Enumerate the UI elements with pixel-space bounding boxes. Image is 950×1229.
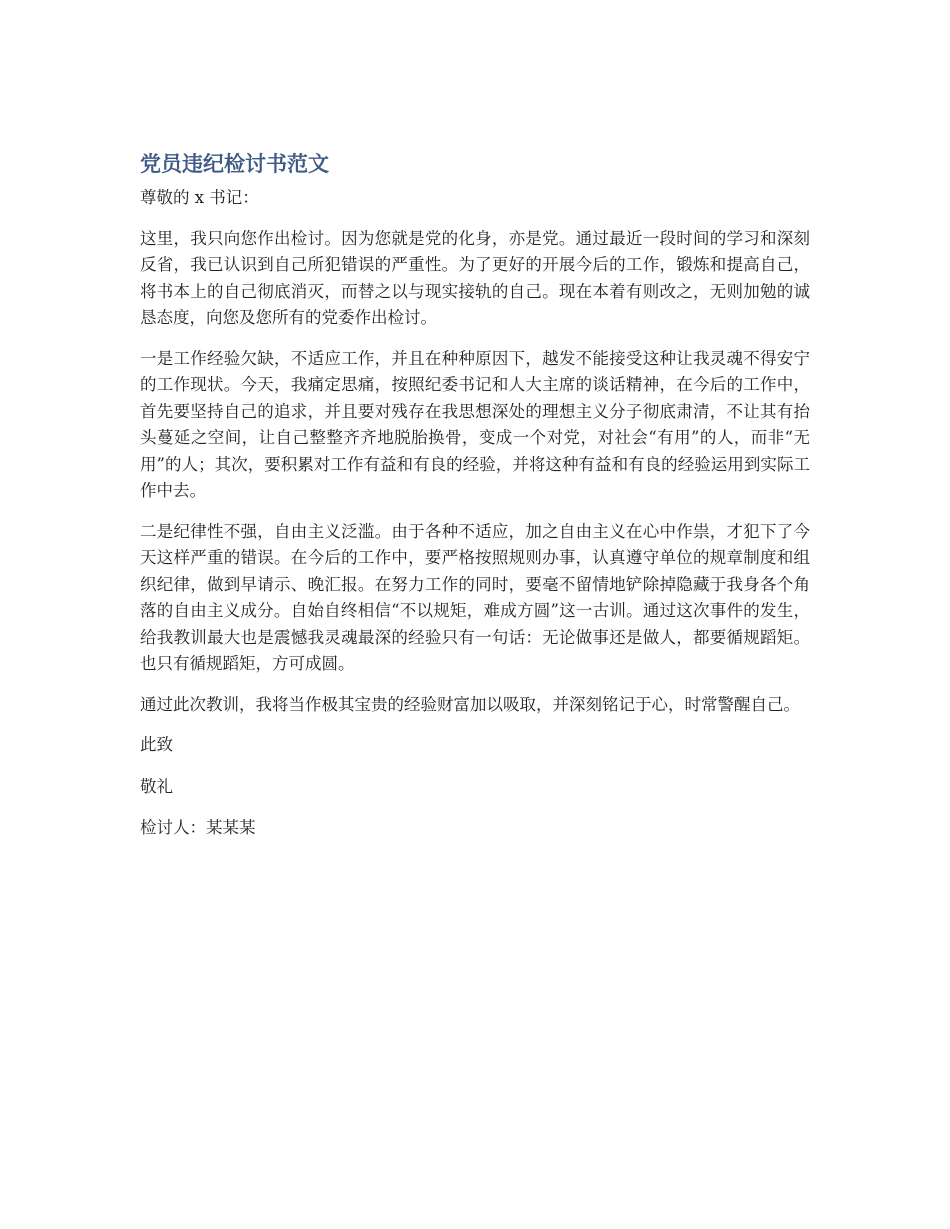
paragraph-point-two: 二是纪律性不强，自由主义泛滥。由于各种不适应，加之自由主义在心中作祟，才犯下了今天这样严重的错误。在今后的工作中，要严格按照规则办事，认真遵守单位的规章制度和组织纪律，做到早请示、晚汇报。在努力工作的同时，要毫不留情地铲除掉隐藏于我身各个角落的自由主义成分。自始自终相信“不以规矩，难成方圆”这一古训。通过这次事件的发生，给我教训最大也是震憾我灵魂最深的经验只有一句话：无论做事还是做人，都要循规蹈矩。也只有循规蹈矩，方可成圆。 [140, 521, 810, 673]
salutation: 尊敬的 x 书记： [140, 188, 259, 207]
signature: 检讨人：某某某 [140, 818, 256, 837]
closing-salute: 敬礼 [140, 776, 173, 796]
document-page [140, 149, 810, 857]
paragraph-point-one: 一是工作经验欠缺，不适应工作，并且在种种原因下，越发不能接受这种让我灵魂不得安宁的工作现状。今天，我痛定思痛，按照纪委书记和人大主席的谈话精神，在今后的工作中，首先要坚持自己的追求，并且要对残存在我思想深处的理想主义分子彻底肃清，不让其有抬头蔓延之空间，让自己整整齐齐地脱胎换骨，变成一个对党，对社会“有用”的人，而非“无用”的人；其次，要积累对工作有益和有良的经验，并将这种有益和有良的经验运用到实际工作中去。 [140, 348, 810, 500]
paragraph-intro: 这里，我只向您作出检讨。因为您就是党的化身，亦是党。通过最近一段时间的学习和深刻反省，我已认识到自己所犯错误的严重性。为了更好的开展今后的工作，锻炼和提高自己，将书本上的自己彻底消灭，而替之以与现实接轨的自己。现在本着有则改之，无则加勉的诚恳态度，向您及您所有的党委作出检讨。 [140, 228, 810, 327]
closing-greeting: 此致 [140, 735, 173, 754]
paragraph-conclusion: 通过此次教训，我将当作极其宝贵的经验财富加以吸取，并深刻铭记于心，时常警醒自己。 [140, 694, 800, 714]
document-title: 党员违纪检讨书范文 [140, 152, 329, 176]
